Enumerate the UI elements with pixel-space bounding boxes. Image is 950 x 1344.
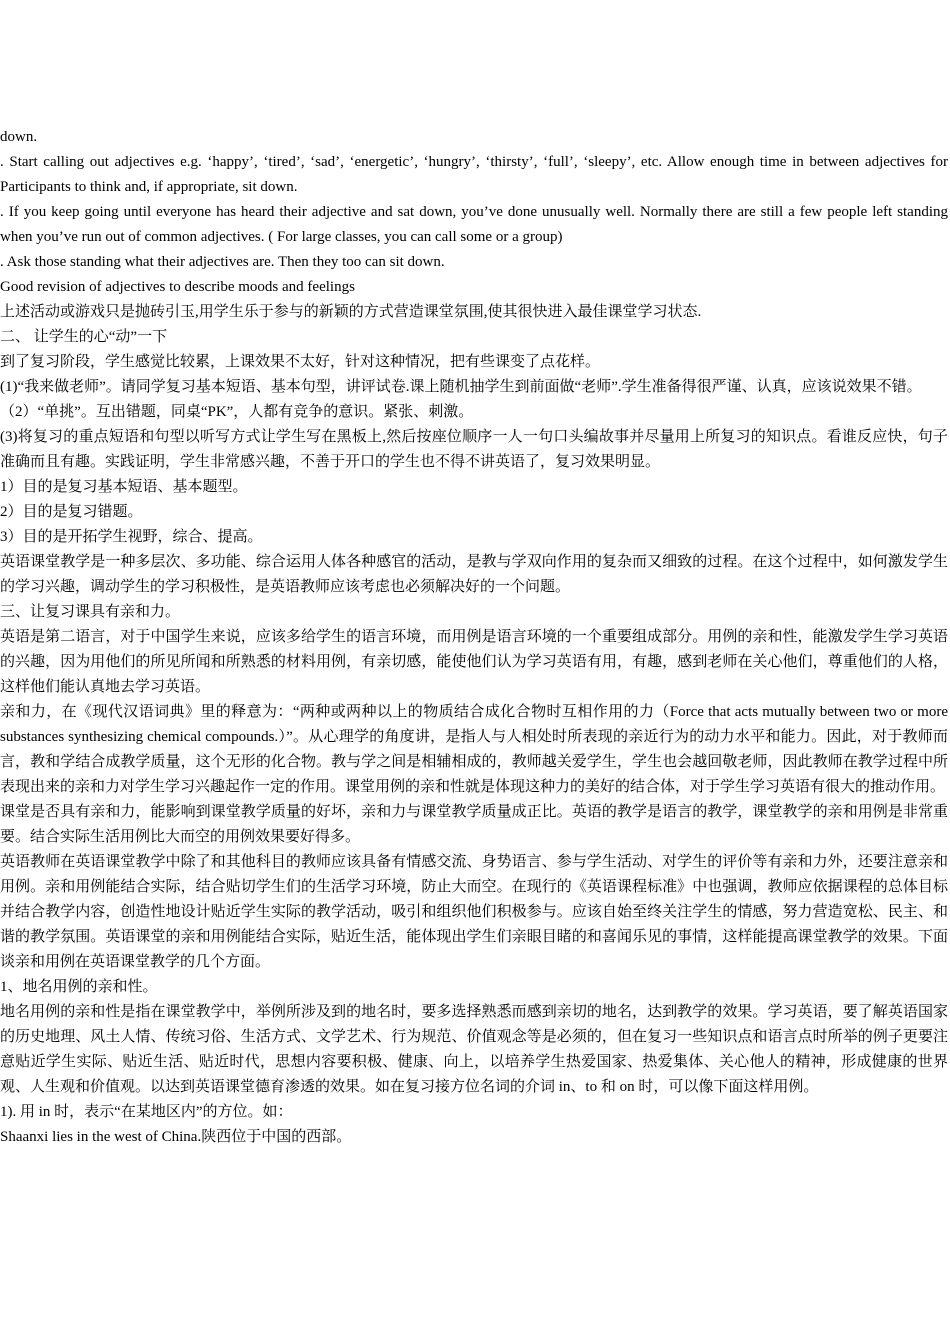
list-item: 2）目的是复习错题。 [0,504,143,520]
paragraph: 课堂是否具有亲和力，能影响到课堂教学质量的好坏，亲和力与课堂教学质量成正比。英语的教学是语言的教学，课堂教学的亲和用例是非常重要。结合实际生活用例比大而空的用例效果要好得多。 [0,804,948,845]
document-body [0,125,948,1150]
paragraph: . Start calling out adjectives e.g. ‘happy’, ‘tired’, ‘sad’, ‘energetic’, ‘hungry’, ‘thirsty’, ‘full’, ‘sleepy’, etc. Allow enough time in between adjectives for Participants to think and, if appropriate, sit down. [0,154,948,195]
paragraph: 英语教师在英语课堂教学中除了和其他科目的教师应该具备有情感交流、身势语言、参与学生活动、对学生的评价等有亲和力外，还要注意亲和用例。亲和用例能结合实际，结合贴切学生们的生活学习环境，防止大而空。在现行的《英语课程标准》中也强调，教师应依据课程的总体目标并结合教学内容，创造性地设计贴近学生实际的教学活动，吸引和组织他们积极参与。应该自始至终关注学生的情感，努力营造宽松、民主、和谐的教学氛围。英语课堂的亲和用例能结合实际，贴近生活，能体现出学生们亲眼目睹的和喜闻乐见的事情，这样能提高课堂教学的效果。下面谈亲和用例在英语课堂教学的几个方面。 [0,854,948,970]
paragraph: down. [0,129,38,145]
paragraph: 上述活动或游戏只是抛砖引玉,用学生乐于参与的新颖的方式营造课堂氛围,使其很快进入最佳课堂学习状态. [0,304,702,320]
paragraph: . Ask those standing what their adjectives are. Then they too can sit down. [0,254,445,270]
paragraph: . If you keep going until everyone has heard their adjective and sat down, you’ve done unusually well. Normally there are still a few people left standing when you’ve run out of common adjectives. ( For large classes, you can call some or a group) [0,204,948,245]
subsection-heading: 1、地名用例的亲和性。 [0,979,158,995]
paragraph: 英语课堂教学是一种多层次、多功能、综合运用人体各种感官的活动，是教与学双向作用的复杂而又细致的过程。在这个过程中，如何激发学生的学习兴趣，调动学生的学习积极性，是英语教师应该考虑也必须解决好的一个问题。 [0,554,948,595]
example-sentence: Shaanxi lies in the west of China.陕西位于中国的西部。 [0,1129,352,1145]
paragraph: 地名用例的亲和性是指在课堂教学中，举例所涉及到的地名时，要多选择熟悉而感到亲切的地名，达到教学的效果。学习英语，要了解英语国家的历史地理、风土人情、传统习俗、生活方式、文学艺术、行为规范、价值观念等是必须的，但在复习一些知识点和语言点时所举的例子更要注意贴近学生实际、贴近生活、贴近时代，思想内容要积极、健康、向上，以培养学生热爱国家、热爱集体、关心他人的精神，形成健康的世界观、人生观和价值观。以达到英语课堂德育渗透的效果。如在复习接方位名词的介词 in、to 和 on 时，可以像下面这样用例。 [0,1004,948,1095]
paragraph: （2）“单挑”。互出错题，同桌“PK”，人都有竞争的意识。紧张、刺激。 [0,404,474,420]
paragraph: (1)“我来做老师”。请同学复习基本短语、基本句型，讲评试卷.课上随机抽学生到前面做“老师”.学生准备得很严谨、认真，应该说效果不错。 [0,379,922,395]
paragraph: 1). 用 in 时，表示“在某地区内”的方位。如： [0,1104,293,1120]
section-heading: 二、 让学生的心“动”一下 [0,329,168,345]
paragraph: 到了复习阶段，学生感觉比较累，上课效果不太好，针对这种情况，把有些课变了点花样。 [0,354,601,370]
section-heading: 三、让复习课具有亲和力。 [0,604,181,620]
list-item: 3）目的是开拓学生视野，综合、提高。 [0,529,263,545]
paragraph: Good revision of adjectives to describe moods and feelings [0,279,355,295]
paragraph: 英语是第二语言，对于中国学生来说，应该多给学生的语言环境，而用例是语言环境的一个重要组成部分。用例的亲和性，能激发学生学习英语的兴趣，因为用他们的所见所闻和所熟悉的材料用例，有亲切感，能使他们认为学习英语有用，有趣，感到老师在关心他们，尊重他们的人格，这样他们能认真地去学习英语。 [0,629,948,695]
list-item: 1）目的是复习基本短语、基本题型。 [0,479,248,495]
paragraph: (3)将复习的重点短语和句型以听写方式让学生写在黑板上,然后按座位顺序一人一句口头编故事并尽量用上所复习的知识点。看谁反应快，句子准确而且有趣。实践证明，学生非常感兴趣，不善于开口的学生也不得不讲英语了，复习效果明显。 [0,429,948,470]
paragraph: 亲和力，在《现代汉语词典》里的释意为：“两种或两种以上的物质结合成化合物时互相作用的力（Force that acts mutually between two or more substances synthesizing chemical compounds.）”。从心理学的角度讲，是指人与人相处时所表现的亲近行为的动力水平和能力。因此，对于教师而言，教和学结合成教学质量，这个无形的化合物。教与学之间是相辅相成的，教师越关爱学生，学生也会越回敬老师，因此教师在教学过程中所表现出来的亲和力对学生学习兴趣起作一定的作用。课堂用例的亲和性就是体现这种力的美好的结合体，对于学生学习英语有很大的推动作用。 [0,704,948,795]
